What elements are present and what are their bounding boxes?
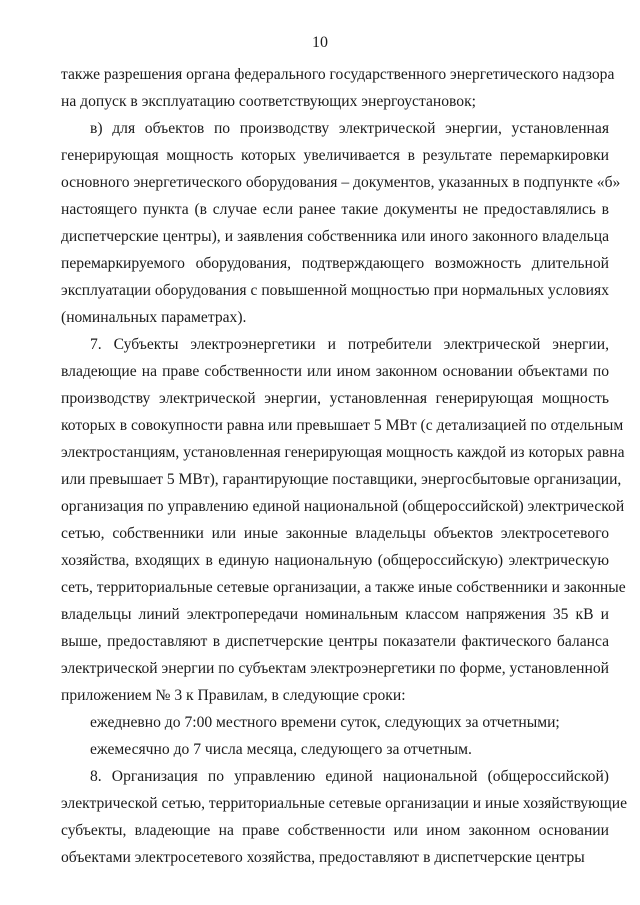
text-line: электростанциям, установленная генерирующая мощность каждой из которых равна <box>61 444 625 461</box>
text-line: субъекты, владеющие на праве собственности или ином законном основании <box>61 822 609 839</box>
text-line: приложением № 3 к Правилам, в следующие сроки: <box>61 687 406 704</box>
paragraph <box>61 736 609 763</box>
paragraph <box>61 115 621 331</box>
text-line: в) для объектов по производству электрической энергии, установленная <box>90 120 609 137</box>
text-line: генерирующая мощность которых увеличивается в результате перемаркировки <box>61 147 609 164</box>
text-line: ежедневно до 7:00 местного времени суток, следующих за отчетными; <box>90 714 560 731</box>
text-line: которых в совокупности равна или превышает 5 МВт (с детализацией по отдельным <box>61 417 624 434</box>
text-line: владельцы линий электропередачи номинальным классом напряжения 35 кВ и <box>61 606 609 623</box>
text-line: или превышает 5 МВт), гарантирующие поставщики, энергосбытовые организации, <box>61 471 622 488</box>
paragraph <box>61 331 626 709</box>
document-body <box>61 61 627 871</box>
text-line: (номинальных параметрах). <box>61 309 247 326</box>
text-line: производству электрической энергии, установленная генерирующая мощность <box>61 390 609 407</box>
paragraph <box>61 763 627 871</box>
text-line: хозяйства, входящих в единую национальную (общероссийскую) электрическую <box>61 552 609 569</box>
paragraph <box>61 709 609 736</box>
text-line: организация по управлению единой национальной (общероссийской) электрической <box>61 498 625 515</box>
text-line: диспетчерские центры), и заявления собственника или иного законного владельца <box>61 228 609 245</box>
text-line: на допуск в эксплуатацию соответствующих энергоустановок; <box>61 93 476 110</box>
text-line: перемаркируемого оборудования, подтверждающего возможность длительной <box>61 255 609 272</box>
text-line: ежемесячно до 7 числа месяца, следующего за отчетным. <box>90 741 472 758</box>
paragraph <box>61 61 615 115</box>
page-number: 10 <box>312 34 328 51</box>
text-line: 8. Организация по управлению единой национальной (общероссийской) <box>90 768 609 785</box>
text-line: сеть, территориальные сетевые организации, а также иные собственники и законные <box>61 579 626 596</box>
text-line: электрической энергии по субъектам электроэнергетики по форме, установленной <box>61 660 609 677</box>
text-line: эксплуатации оборудования с повышенной мощностью при нормальных условиях <box>61 282 609 299</box>
text-line: объектами электросетевого хозяйства, предоставляют в диспетчерские центры <box>61 849 585 866</box>
text-line: 7. Субъекты электроэнергетики и потребители электрической энергии, <box>90 336 609 353</box>
text-line: сетью, собственники или иные законные владельцы объектов электросетевого <box>61 525 609 542</box>
text-line: основного энергетического оборудования – документов, указанных в подпункте «б» <box>61 174 621 191</box>
text-line: владеющие на праве собственности или ином законном основании объектами по <box>61 363 609 380</box>
text-line: электрической сетью, территориальные сетевые организации и иные хозяйствующие <box>61 795 627 812</box>
text-line: выше, предоставляют в диспетчерские центры показатели фактического баланса <box>61 633 609 650</box>
text-line: также разрешения органа федерального государственного энергетического надзора <box>61 66 615 83</box>
text-line: настоящего пункта (в случае если ранее такие документы не предоставлялись в <box>61 201 609 218</box>
